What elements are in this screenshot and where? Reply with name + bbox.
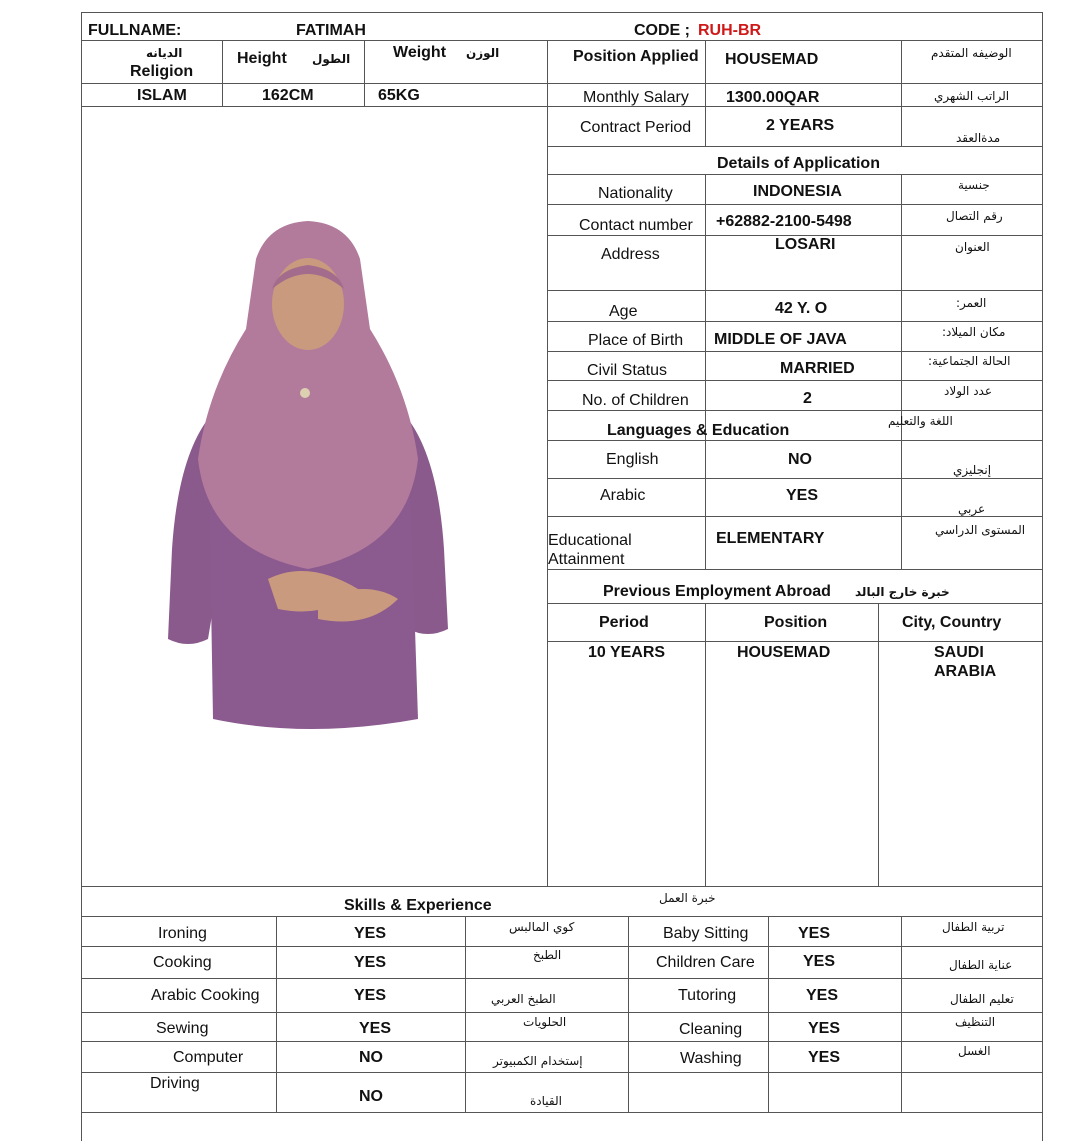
height-label: Height — [237, 50, 287, 67]
education-label-2: Attainment — [548, 551, 625, 568]
code-label: CODE ; — [634, 22, 690, 39]
code-value: RUH-BR — [698, 22, 762, 39]
skill-ar: الطبخ — [533, 948, 562, 962]
skill-label: Arabic Cooking — [151, 987, 260, 1004]
birth-label: Place of Birth — [588, 332, 684, 349]
skill-value: YES — [354, 987, 387, 1004]
contract-value: 2 YEARS — [766, 117, 835, 134]
skills-title-ar: خبرة العمل — [659, 891, 716, 905]
details-title: Details of Application — [717, 155, 880, 172]
nationality-value: INDONESIA — [753, 183, 842, 200]
education-label-1: Educational — [548, 532, 632, 549]
children-label: No. of Children — [582, 392, 689, 409]
salary-value: 1300.00QAR — [726, 89, 820, 106]
height-value: 162CM — [262, 87, 314, 104]
employment-title-ar: خبرة خارج البالد — [855, 585, 950, 599]
skill-label: Driving — [150, 1075, 200, 1092]
education-value: ELEMENTARY — [716, 530, 825, 547]
height-ar: الطول — [312, 52, 351, 66]
skill-label: Children Care — [656, 954, 755, 971]
skill-ar: الطبخ العربي — [491, 992, 556, 1006]
nationality-ar: جنسية — [958, 178, 990, 192]
skill-ar: التنظيف — [955, 1015, 996, 1029]
english-ar: إنجليزي — [953, 463, 992, 477]
fullname-value: FATIMAH — [296, 22, 366, 39]
skill-label: Baby Sitting — [663, 925, 749, 942]
age-label: Age — [609, 303, 638, 320]
contact-value: +62882-2100-5498 — [716, 213, 852, 230]
arabic-ar: عربي — [958, 502, 986, 516]
english-value: NO — [788, 451, 812, 468]
contact-ar: رقم التصال — [946, 209, 1003, 223]
fullname-label: FULLNAME: — [88, 22, 182, 39]
skill-label: Cooking — [153, 954, 212, 971]
age-value: 42 Y. O — [775, 300, 828, 317]
employment-col-period: Period — [599, 614, 649, 631]
skill-ar: تعليم الطفال — [950, 992, 1014, 1006]
skill-label: Ironing — [158, 925, 207, 942]
arabic-value: YES — [786, 487, 819, 504]
applicant-photo — [168, 219, 448, 739]
education-ar: المستوى الدراسي — [935, 523, 1026, 537]
address-value: LOSARI — [775, 236, 836, 253]
address-ar: العنوان — [955, 240, 990, 254]
skill-ar: تربية الطفال — [942, 920, 1005, 934]
position-ar: الوضيفه المتقدم — [931, 46, 1012, 60]
skill-value: YES — [808, 1020, 841, 1037]
birth-ar: مكان الميلاد: — [942, 325, 1006, 339]
religion-value: ISLAM — [137, 87, 187, 104]
skills-title: Skills & Experience — [344, 897, 492, 914]
employment-position: HOUSEMAD — [737, 644, 831, 661]
skill-value: YES — [806, 987, 839, 1004]
skill-value: NO — [359, 1088, 383, 1105]
weight-value: 65KG — [378, 87, 420, 104]
employment-col-position: Position — [764, 614, 828, 631]
skill-value: YES — [354, 954, 387, 971]
employment-title: Previous Employment Abroad — [603, 583, 831, 600]
salary-ar: الراتب الشهري — [934, 89, 1010, 103]
contract-ar: مدةالعقد — [956, 131, 1001, 145]
skill-value: NO — [359, 1049, 383, 1066]
salary-label: Monthly Salary — [583, 89, 689, 106]
skill-ar: الغسل — [958, 1044, 991, 1058]
weight-label: Weight — [393, 44, 447, 61]
languages-title-ar: اللغة والتعليم — [888, 414, 953, 428]
civil-ar: الحالة الجتماعية: — [928, 354, 1011, 368]
skill-label: Tutoring — [678, 987, 737, 1004]
skill-ar: إستخدام الكمبيوتر — [493, 1054, 583, 1068]
nationality-label: Nationality — [598, 185, 673, 202]
languages-title: Languages & Education — [607, 422, 790, 439]
skill-label: Washing — [680, 1050, 742, 1067]
skill-value: YES — [354, 925, 387, 942]
skill-value: YES — [803, 953, 836, 970]
skill-label: Cleaning — [679, 1021, 743, 1038]
skill-value: YES — [808, 1049, 841, 1066]
contact-label: Contact number — [579, 217, 693, 234]
position-label: Position Applied — [573, 48, 699, 65]
skill-ar: عناية الطفال — [949, 958, 1013, 972]
skill-ar: كوي المالبس — [509, 920, 575, 934]
birth-value: MIDDLE OF JAVA — [714, 331, 847, 348]
skill-value: YES — [798, 925, 831, 942]
skill-ar: الحلويات — [523, 1015, 567, 1029]
employment-city-1: SAUDI — [934, 644, 984, 661]
skill-ar: القيادة — [530, 1094, 562, 1108]
arabic-label: Arabic — [600, 487, 646, 504]
contract-label: Contract Period — [580, 119, 692, 136]
civil-label: Civil Status — [587, 362, 668, 379]
age-ar: العمر: — [956, 296, 987, 310]
civil-value: MARRIED — [780, 360, 855, 377]
english-label: English — [606, 451, 659, 468]
employment-period: 10 YEARS — [588, 644, 666, 661]
religion-label: Religion — [130, 63, 194, 80]
position-value: HOUSEMAD — [725, 51, 819, 68]
skill-value: YES — [359, 1020, 392, 1037]
weight-ar: الوزن — [466, 46, 500, 60]
children-ar: عدد الولاد — [944, 384, 992, 398]
skill-label: Sewing — [156, 1020, 209, 1037]
children-value: 2 — [803, 390, 812, 407]
skill-label: Computer — [173, 1049, 244, 1066]
religion-ar: الديانه — [146, 46, 183, 60]
address-label: Address — [601, 246, 660, 263]
employment-city-2: ARABIA — [934, 663, 997, 680]
employment-col-city: City, Country — [902, 614, 1002, 631]
